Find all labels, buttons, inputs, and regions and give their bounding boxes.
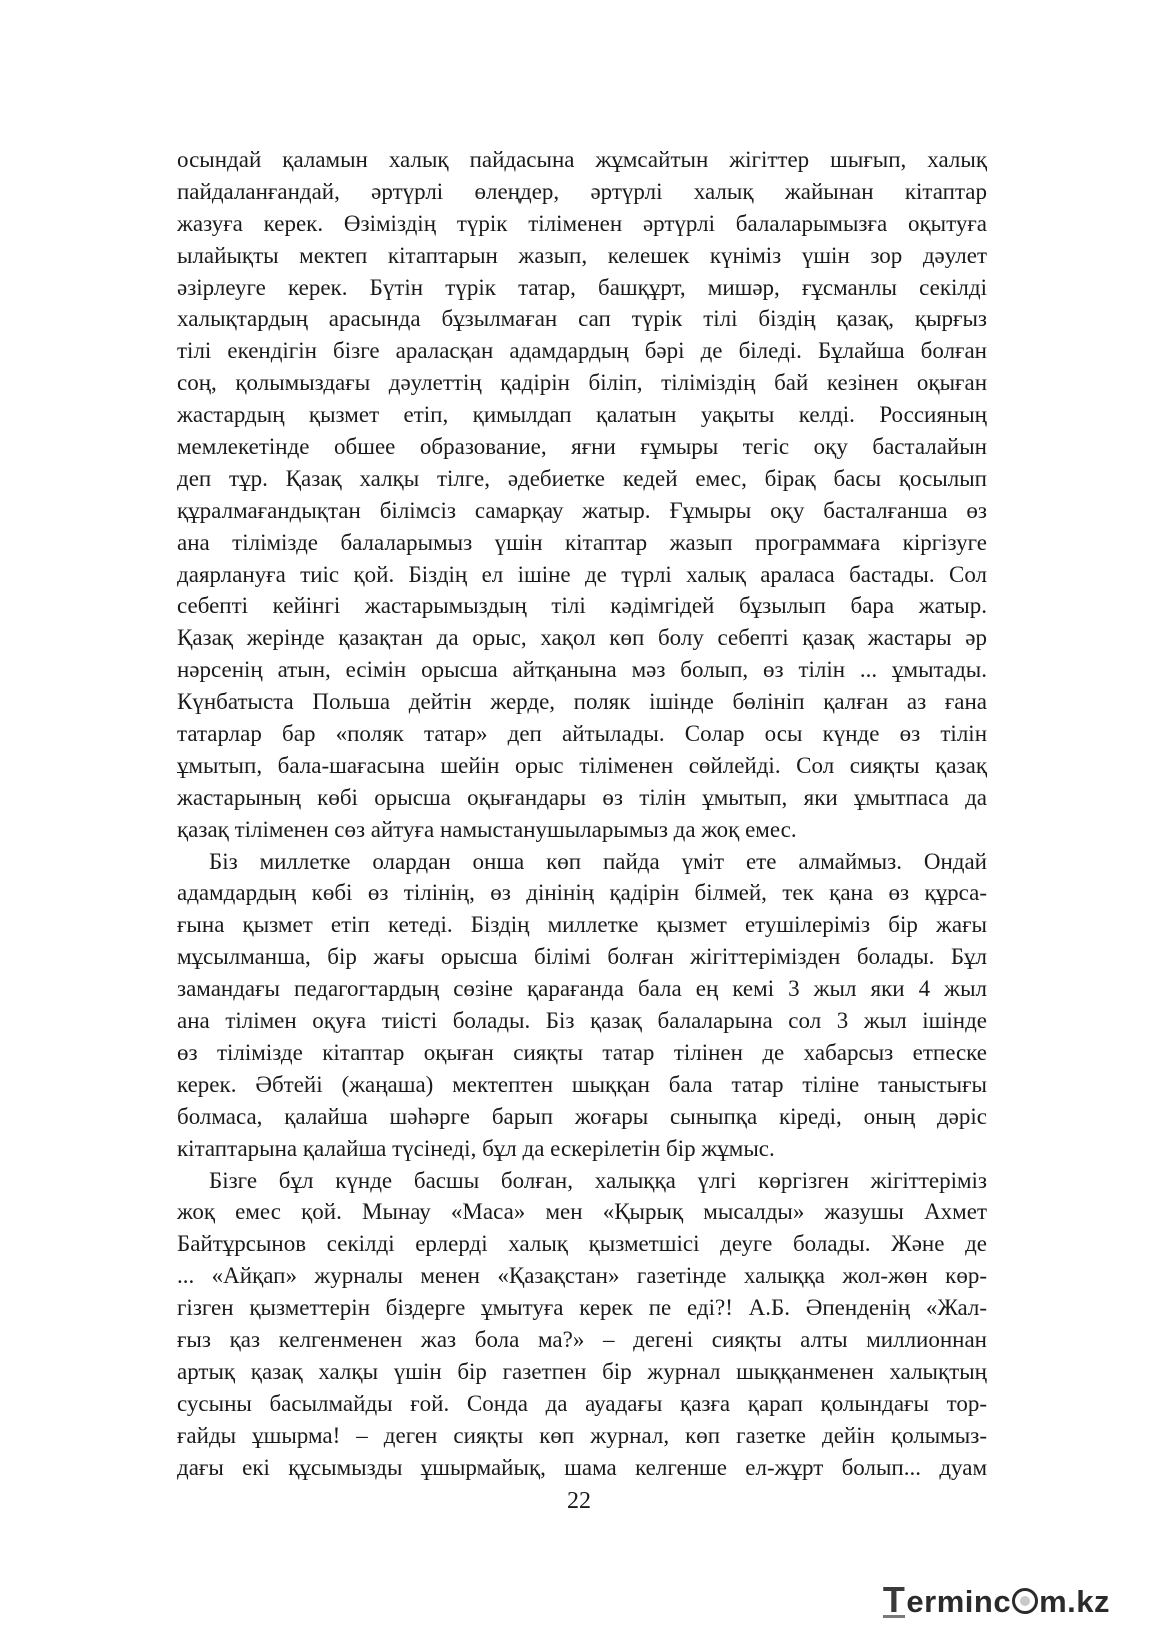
text-line: ылайықты мектеп кітаптарын жазып, келешек күніміз үшін зор дәулет [177,242,987,268]
text-line: мұсылманша, бір жағы орысша білімі болған жігіттерімізден болады. Бұл [177,944,987,970]
text-line: болмаса, қалайша шәһәрге барып жоғары сыныпқа кіреді, оның дәріс [177,1103,987,1129]
text-line: Байтұрсынов секілді ерлерді халық қызметшісі деуге болады. Және де [177,1231,987,1257]
text-line: Біз миллетке олардан онша көп пайда үміт ете алмаймыз. Ондай [209,848,987,874]
text-line: әзірлеуге керек. Бүтін түрік татар, башқұрт, мишәр, ғұсманлы секілді [177,274,987,300]
body-text [177,144,987,1483]
text-line: ... «Айқап» журналы менен «Қазақстан» газетінде халыққа жол-жөн көр- [177,1263,987,1289]
text-line: қазақ тіліменен сөз айтуға намыстанушыларымыз да жоқ емес. [177,816,797,842]
watermark-text: erminc [906,1584,1012,1619]
text-line: даярлануға тиіс қой. Біздің ел ішіне де түрлі халық араласа бастады. Сол [177,561,987,587]
text-line: тілі екендігін бізге араласқан адамдардың бәрі де біледі. Бұлайша болған [177,338,987,364]
text-line: ана тілімен оқуға тиісті болады. Біз қазақ балаларына сол 3 жыл ішінде [177,1008,987,1034]
text-line: мемлекетінде обшее образование, яғни ғұмыры тегіс оқу басталайын [177,434,987,460]
text-line: құралмағандықтан білімсіз самарқау жатыр. Ғұмыры оқу басталғанша өз [177,497,987,523]
text-line: Қазақ жерінде қазақтан да орыс, хақол көп болу себепті қазақ жастары әр [177,625,987,651]
text-line: Күнбатыста Польша дейтін жерде, поляк ішінде бөлініп қалған аз ғана [177,689,987,715]
watermark-letter-t: T [882,1579,906,1620]
text-line: артық қазақ халқы үшін бір газетпен бір журнал шыққанменен халықтың [177,1358,987,1384]
text-line: ғайды ұшырма! – деген сияқты көп журнал, көп газетке дейін қолымыз- [177,1422,987,1448]
text-line: пайдаланғандай, әртүрлі өлеңдер, әртүрлі халық жайынан кітаптар [177,178,987,204]
text-line: себепті кейінгі жастарымыздың тілі кәдімгідей бұзылып бара жатыр. [177,593,987,619]
text-line: ұмытып, бала-шағасына шейін орыс тіліменен сөйлейді. Сол сияқты қазақ [177,752,987,778]
text-line: Бізге бұл күнде басшы болған, халыққа үлгі көргізген жігіттеріміз [209,1167,987,1193]
page-number: 22 [567,1488,591,1514]
text-line: ғыз қаз келгенменен жаз бола ма?» – дегені сияқты алты миллионнан [177,1326,987,1352]
termincom-watermark [882,1579,1110,1620]
text-line: өз тілімізде кітаптар оқыған сияқты татар тілінен де хабарсыз етпеске [177,1039,987,1065]
text-line: жастардың қызмет етіп, қимылдап қалатын уақыты келді. Россияның [177,402,987,428]
text-line: соң, қолымыздағы дәулеттің қадірін біліп, тіліміздің бай кезінен оқыған [177,370,987,396]
text-line: осындай қаламын халық пайдасына жұмсайтын жігіттер шығып, халық [177,147,987,172]
text-line: татарлар бар «поляк татар» деп айтылады. Солар осы күнде өз тілін [177,721,987,747]
text-line: сусыны басылмайды ғой. Сонда да ауадағы қазға қарап қолындағы тор- [177,1390,987,1416]
text-line: халықтардың арасында бұзылмаған сап түрік тілі біздің қазақ, қырғыз [177,306,987,332]
text-line: жастарының көбі орысша оқығандары өз тілін ұмытып, яки ұмытпаса да [177,784,987,810]
text-line: жазуға керек. Өзіміздің түрік тіліменен әртүрлі балаларымызға оқытуға [177,210,987,236]
watermark-domain: m.kz [1039,1584,1110,1619]
text-line: керек. Әбтейі (жаңаша) мектептен шыққан бала татар тіліне таныстығы [177,1071,987,1097]
text-line: гізген қызметтерін біздерге ұмытуға керек пе еді?! А.Б. Әпенденің «Жал- [177,1295,987,1321]
text-line: нәрсенің атын, есімін орысша айтқанына мәз болып, өз тілін ... ұмытады. [177,657,987,683]
text-line: дағы екі құсымызды ұшырмайық, шама келгенше ел-жұрт болып... дуам [177,1454,987,1480]
text-line: кітаптарына қалайша түсінеді, бұл да ескерілетін бір жұмыс. [177,1135,775,1161]
text-line: адамдардың көбі өз тілінің, өз дінінің қадірін білмей, тек қана өз құрса- [177,880,987,906]
text-line: деп тұр. Қазақ халқы тілге, әдебиетке кедей емес, бірақ басы қосылып [177,465,987,491]
o-ring-icon [1012,1588,1038,1614]
text-line: замандағы педагогтардың сөзіне қарағанда бала ең кемі 3 жыл яки 4 жыл [177,976,987,1002]
text-line: ғына қызмет етіп кетеді. Біздің миллетке қызмет етушілеріміз бір жағы [177,912,987,938]
text-line: жоқ емес қой. Мынау «Маса» мен «Қырық мысалды» жазушы Ахмет [177,1199,987,1225]
text-line: ана тілімізде балаларымыз үшін кітаптар жазып программаға кіргізуге [177,529,987,555]
